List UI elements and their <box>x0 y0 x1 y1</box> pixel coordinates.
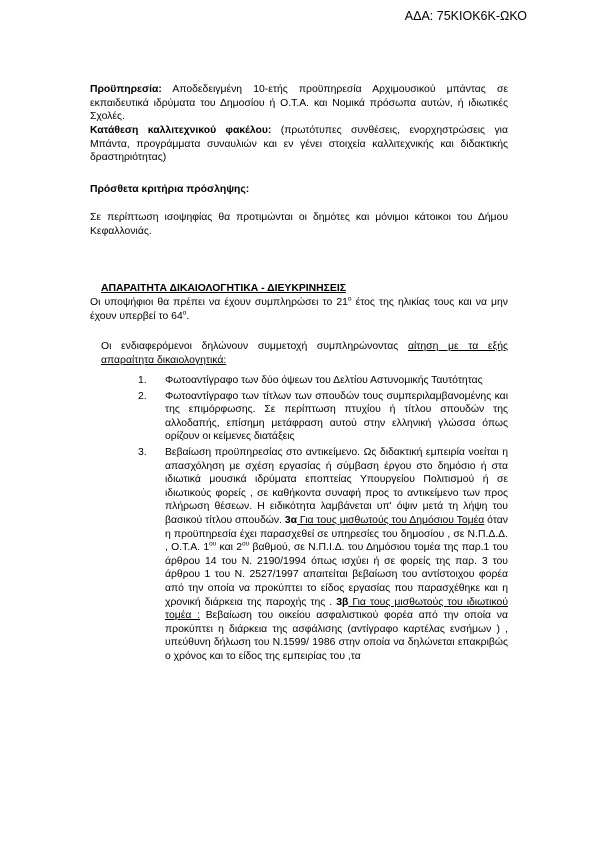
extra-criteria-heading: Πρόσθετα κριτήρια πρόσληψης: <box>90 184 250 195</box>
item3-text-4: βαθμού, σε Ν.Π.Ι.Δ. του Δημόσιου τομέα της παρ.1 του άρθρου 14 του Ν. 2190/1994 όπως ισχύει ή σε φορείς της παρ. 3 του άρθρου 1 του Ν. 2527/1997 απαιτείται βεβαίωση του αντίστοιχου φορέα από την οποία να προκύπτει το είδος εργασίας που παρασχέθηκε και η χρονική διάρκεια της παροχής της . <box>165 542 509 608</box>
item3-text-2: όταν η προϋπηρεσία έχει παρασχεθεί σε υπηρεσίες του δημοσίου , σε Ν.Π.Δ.Δ. , Ο.Τ.Α. 1 <box>165 514 508 554</box>
list-item-number: 1. <box>138 375 147 386</box>
item3-label-3a: 3α <box>281 514 298 526</box>
list-item <box>138 446 508 664</box>
item3-sup-2: ου <box>242 540 250 548</box>
item3-text-1: Βεβαίωση προϋπηρεσίας στο αντικείμενο. Ως διδακτική εμπειρία νοείται η απασχόληση με σχέση εργασίας ή σύμβαση έργου στο δημόσιο ή στα ιδιωτικά μουσικά ιδρύματα εποπτείας Υπουργείου Πολιτισμού ή σε ιδιωτικούς φορείς , σε καθήκοντα συναφή προς το αντικείμενο των προς πλήρωση θέσεων. Η ειδικότητα λαμβάνεται υπ' όψιν μετά τη λήψη του βασικού τίτλου σπουδών. <box>165 446 508 526</box>
portfolio-paragraph <box>90 124 508 165</box>
list-item <box>138 390 508 444</box>
age-sup-1: ο <box>347 295 352 303</box>
item3-sup-1: ου <box>209 540 217 548</box>
extra-criteria-text: Σε περίπτωση ισοψηφίας θα προτιμώνται οι δημότες και μόνιμοι κάτοικοι του Δήμου Κεφαλλονιάς. <box>90 212 508 237</box>
age-sup-2: ο <box>182 309 187 317</box>
item3-text-3: και 2 <box>216 542 243 554</box>
list-item-number: 2. <box>138 390 147 402</box>
age-requirement <box>90 296 508 323</box>
portfolio-text: (πρωτότυπες συνθέσεις, ενορχηστρώσεις για Μπάντα, προγράμματα συναυλιών και εν γένει στοιχεία καλλιτεχνικής και διδακτικής δραστηριότητας) <box>90 125 508 163</box>
required-docs-list <box>138 374 508 665</box>
age-text-b: έτος της ηλικίας τους και να μην έχουν υπερβεί το 64 <box>90 297 508 322</box>
required-docs-heading: ΑΠΑΡΑΙΤΗΤΑ ΔΙΚΑΙΟΛΟΓΗΤΙΚΑ - ΔΙΕΥΚΡΙΝΗΣΕΙΣ <box>101 283 346 294</box>
intro-text-a: Οι ενδιαφερόμενοι δηλώνουν συμμετοχή συμπληρώνοντας <box>101 341 408 352</box>
experience-label: Προϋπηρεσία: <box>90 84 162 95</box>
intro-underline-1: αίτηση με τα εξής <box>407 341 508 352</box>
item3-public-sector: Για τους μισθωτούς του Δημόσιου Τομέα <box>297 514 485 526</box>
list-item-text: Φωτοαντίγραφο των τίτλων των σπουδών τους συμπεριλαμβανομένης και της επιμόρφωσης. Σε περίπτωση πτυχίου ή τίτλου σπουδών της αλλοδαπής, επίσημη μετάφραση αυτού στην ελληνική γλώσσα όπως ορίζουν οι κείμενες διατάξεις <box>165 390 508 443</box>
item3-text-5: Βεβαίωση του οικείου ασφαλιστικού φορέα από την οποία να προκύπτει η διάρκεια της ασφάλισης (αντίγραφο καρτέλας ενσήμων ) , υπεύθυνη δήλωση του Ν.1599/ 1986 στην οποία να δηλώνεται επακριβώς ο χρόνος και το είδος της εμπειρίας του ,τα <box>165 610 508 662</box>
ada-code: ΑΔΑ: 75ΚΙΟΚ6Κ-ΩΚΟ <box>404 9 527 23</box>
experience-paragraph <box>90 83 508 124</box>
experience-text: Αποδεδειγμένη 10-ετής προϋπηρεσία Αρχιμουσικού μπάντας σε εκπαιδευτικά ιδρύματα του Δημοσίου ή Ο.Τ.Α. και Νομικά πρόσωπα αυτών, ή ιδιωτικές Σχολές. <box>90 84 508 122</box>
age-text-c: . <box>186 310 190 322</box>
age-text-a: Οι υποψήφιοι θα πρέπει να έχουν συμπληρώσει το 21 <box>90 297 348 308</box>
item3-label-3b: 3β <box>332 596 349 608</box>
list-item-number: 3. <box>138 446 147 458</box>
application-intro <box>101 340 508 367</box>
item3-private-sector: Για τους μισθωτούς του ιδιωτικού τομέα : <box>165 596 509 622</box>
list-item-text: Φωτοαντίγραφο των δύο όψεων του Δελτίου Αστυνομικής Ταυτότητας <box>165 375 483 386</box>
list-item <box>138 374 508 388</box>
intro-underline-2: απαραίτητα δικαιολογητικά: <box>101 354 227 366</box>
portfolio-label: Κατάθεση καλλιτεχνικού φακέλου: <box>90 125 272 136</box>
